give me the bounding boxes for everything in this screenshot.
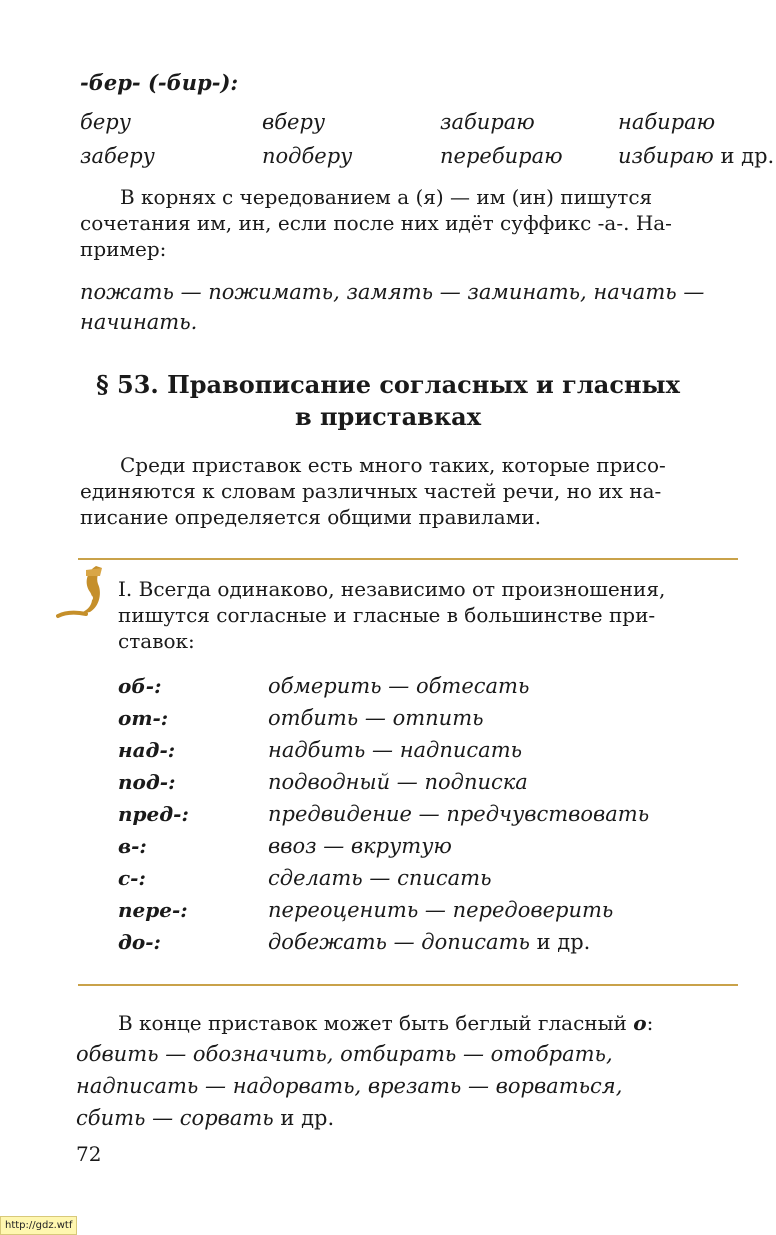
page-number: 72 bbox=[76, 1142, 102, 1166]
example-line: пожать — пожимать, замять — заминать, начать — bbox=[80, 280, 705, 304]
section-title-continued: в приставках bbox=[294, 402, 482, 431]
section-title: § 53. Правописание согласных и гласных bbox=[96, 370, 680, 399]
watermark-link[interactable]: http://gdz.wtf bbox=[0, 1216, 77, 1235]
prefix-label: об-: bbox=[118, 674, 162, 698]
rule-box-line: пишутся согласные и гласные в большинстве при- bbox=[118, 603, 656, 627]
prefix-label: пере-: bbox=[118, 898, 188, 922]
prefix-label: под-: bbox=[118, 770, 176, 794]
word-with-suffix: избираю и др. bbox=[618, 144, 775, 168]
word: набираю bbox=[618, 110, 716, 134]
prefix-label: над-: bbox=[118, 738, 176, 762]
prefix-examples: подводный — подписка bbox=[268, 770, 528, 794]
prefix-examples-with-suffix: добежать — дописать и др. bbox=[268, 930, 591, 954]
prefix-examples: предвидение — предчувствовать bbox=[268, 802, 650, 826]
intro-line: единяются к словам различных частей речи, но их на- bbox=[80, 479, 662, 503]
prefix-examples: ввоз — вкрутую bbox=[268, 834, 452, 858]
intro-line: писание определяется общими правилами. bbox=[80, 505, 541, 529]
word: вберу bbox=[262, 110, 326, 134]
bottom-example-line: надписать — надорвать, врезать — ворваться, bbox=[76, 1074, 623, 1098]
bottom-example-line: обвить — обозначить, отбирать — отобрать, bbox=[76, 1042, 613, 1066]
rule-line: пример: bbox=[80, 237, 167, 261]
prefix-examples: надбить — надписать bbox=[268, 738, 523, 762]
bottom-example-line: сбить — сорвать и др. bbox=[76, 1106, 335, 1130]
prefix-label: пред-: bbox=[118, 802, 189, 826]
prefix-examples: переоценить — передоверить bbox=[268, 898, 614, 922]
prefix-examples: сделать — списать bbox=[268, 866, 492, 890]
prefix-label: до-: bbox=[118, 930, 161, 954]
example-line: начинать. bbox=[80, 310, 198, 334]
word: забираю bbox=[440, 110, 535, 134]
root-heading: -бер- (-бир-): bbox=[80, 70, 239, 95]
rule-box-top-border bbox=[78, 558, 738, 560]
quill-pen-icon bbox=[56, 562, 112, 624]
word: перебираю bbox=[440, 144, 563, 168]
word: заберу bbox=[80, 144, 155, 168]
prefix-label: с-: bbox=[118, 866, 146, 890]
prefix-examples: отбить — отпить bbox=[268, 706, 484, 730]
rule-box-bottom-border bbox=[78, 984, 738, 986]
rule-box-line: I. Всегда одинаково, независимо от произношения, bbox=[118, 577, 666, 601]
prefix-label: в-: bbox=[118, 834, 147, 858]
rule-box-line: ставок: bbox=[118, 629, 195, 653]
rule-line: сочетания им, ин, если после них идёт суффикс -а-. На- bbox=[80, 211, 672, 235]
bottom-line: В конце приставок может быть беглый гласный о: bbox=[118, 1011, 654, 1035]
prefix-examples: обмерить — обтесать bbox=[268, 674, 530, 698]
intro-line: Среди приставок есть много таких, которые присо- bbox=[120, 453, 666, 477]
prefix-label: от-: bbox=[118, 706, 169, 730]
rule-line: В корнях с чередованием а (я) — им (ин) пишутся bbox=[120, 185, 653, 209]
word: подберу bbox=[262, 144, 353, 168]
word: беру bbox=[80, 110, 131, 134]
